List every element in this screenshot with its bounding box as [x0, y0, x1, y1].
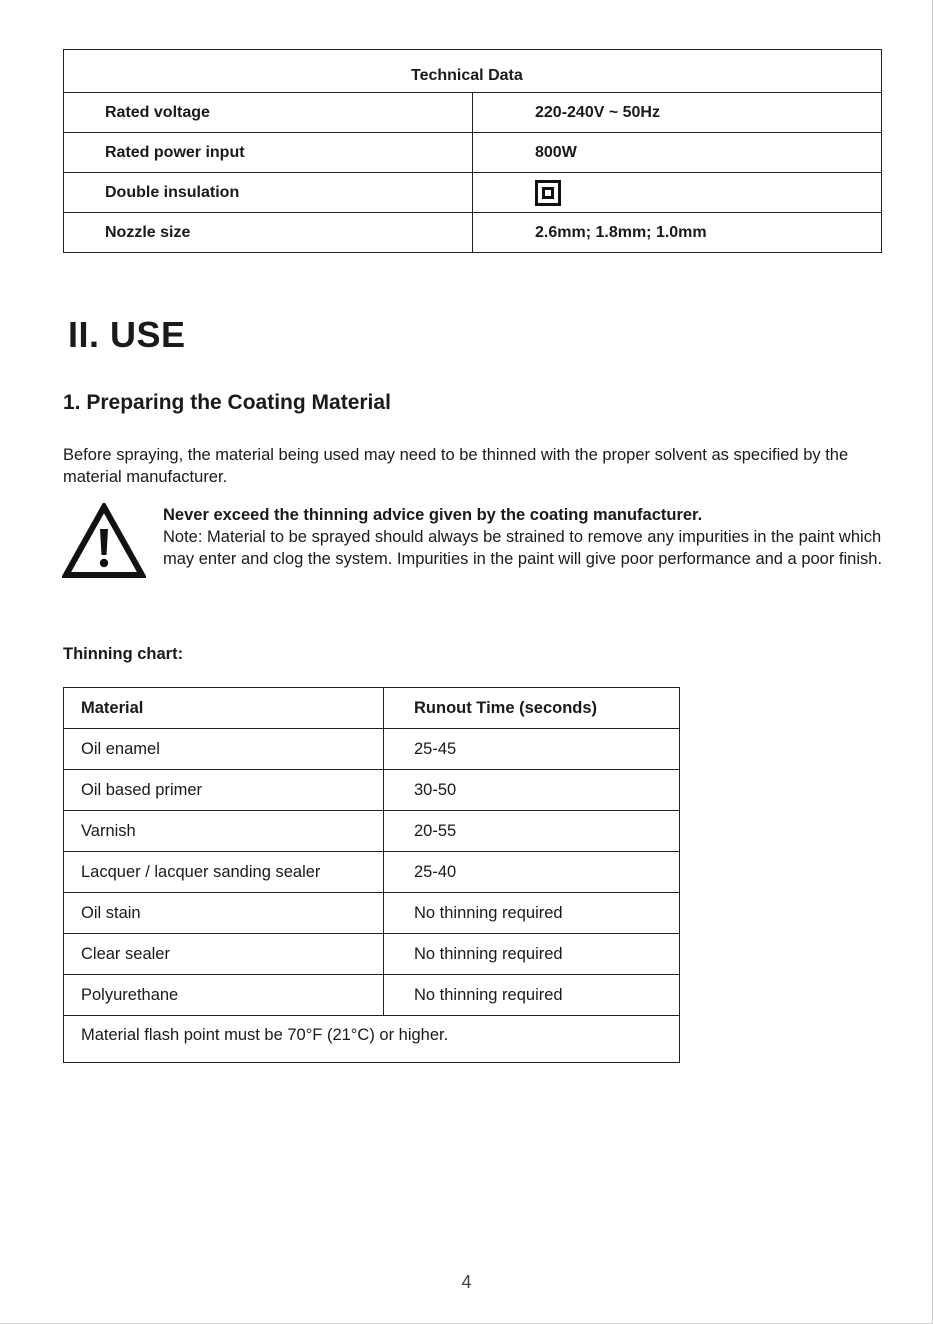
- table-row: [64, 934, 680, 975]
- table-row: [64, 93, 882, 133]
- table-row: [64, 770, 680, 811]
- spec-value: 800W: [473, 133, 882, 173]
- runout-cell: 25-40: [384, 852, 680, 893]
- spec-value: 2.6mm; 1.8mm; 1.0mm: [473, 213, 882, 253]
- table-row: [64, 893, 680, 934]
- table-row: [64, 133, 882, 173]
- spec-label: Rated power input: [64, 133, 473, 173]
- table-row: [64, 975, 680, 1016]
- technical-data-header: Technical Data: [64, 50, 882, 93]
- technical-data-table: [63, 49, 882, 253]
- table-row: [64, 173, 882, 213]
- material-cell: Oil based primer: [64, 770, 384, 811]
- section-subtitle: 1. Preparing the Coating Material: [63, 391, 391, 414]
- runout-cell: No thinning required: [384, 934, 680, 975]
- table-row: [64, 213, 882, 253]
- material-cell: Oil enamel: [64, 729, 384, 770]
- column-header-runout: Runout Time (seconds): [384, 688, 680, 729]
- thinning-footnote-row: [64, 1016, 680, 1063]
- section-title: II. USE: [68, 314, 186, 355]
- warning-headline: Never exceed the thinning advice given by the coating manufacturer.: [163, 506, 703, 524]
- spec-value: [473, 173, 882, 213]
- material-cell: Oil stain: [64, 893, 384, 934]
- double-insulation-icon: [535, 180, 561, 206]
- technical-data-header-row: [64, 50, 882, 93]
- runout-cell: 20-55: [384, 811, 680, 852]
- material-cell: Clear sealer: [64, 934, 384, 975]
- spec-label: Rated voltage: [64, 93, 473, 133]
- warning-triangle-icon: [62, 503, 146, 579]
- runout-cell: No thinning required: [384, 975, 680, 1016]
- runout-cell: 30-50: [384, 770, 680, 811]
- thinning-header-row: [64, 688, 680, 729]
- intro-paragraph: Before spraying, the material being used may need to be thinned with the proper solvent as specified by the material manufacturer.: [63, 446, 849, 486]
- material-cell: Polyurethane: [64, 975, 384, 1016]
- spec-label: Nozzle size: [64, 213, 473, 253]
- material-cell: Varnish: [64, 811, 384, 852]
- runout-cell: No thinning required: [384, 893, 680, 934]
- table-row: [64, 729, 680, 770]
- column-header-material: Material: [64, 688, 384, 729]
- table-row: [64, 811, 680, 852]
- warning-block: [163, 504, 885, 570]
- runout-cell: 25-45: [384, 729, 680, 770]
- thinning-chart-table: [63, 687, 680, 1063]
- page-number: 4: [461, 1272, 472, 1292]
- spec-label: Double insulation: [64, 173, 473, 213]
- thinning-chart-label: Thinning chart:: [63, 645, 184, 663]
- material-cell: Lacquer / lacquer sanding sealer: [64, 852, 384, 893]
- thinning-footnote: Material flash point must be 70°F (21°C) or higher.: [64, 1016, 680, 1063]
- warning-note: Note: Material to be sprayed should always be strained to remove any impurities in the paint which may enter and clog the system. Impurities in the paint will give poor performance and a poor finish.: [163, 528, 883, 568]
- spec-value: 220-240V ~ 50Hz: [473, 93, 882, 133]
- table-row: [64, 852, 680, 893]
